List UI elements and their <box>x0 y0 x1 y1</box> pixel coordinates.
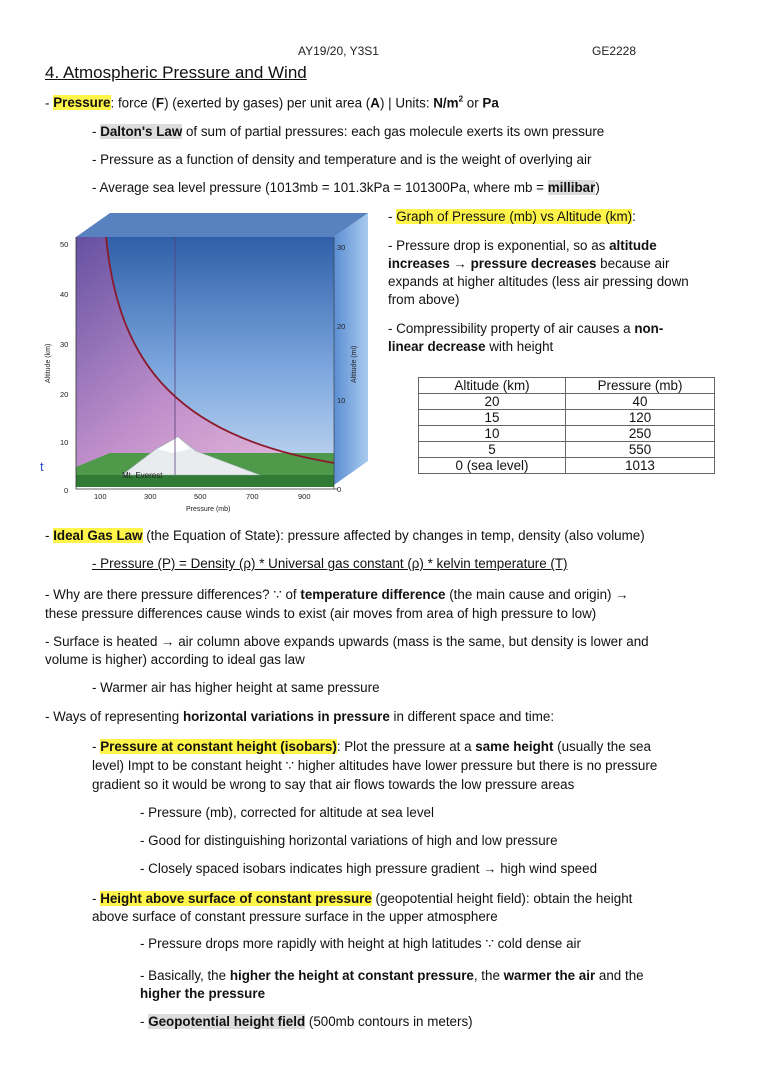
right-tick-label: 20 <box>337 322 346 331</box>
table-header: Pressure (mb) <box>566 378 715 394</box>
table-cell: 10 <box>419 426 566 442</box>
table-cell: 120 <box>566 410 715 426</box>
left-tick-label: 30 <box>60 340 69 349</box>
graph-top-face <box>76 213 368 237</box>
graph-note-exponential: - Pressure drop is exponential, so as altitude increases → pressure decreases because air expands at higher altitudes (less air pressing down from above) <box>388 238 689 307</box>
header-course-code: GE2228 <box>592 44 637 58</box>
ideal-gas-line: - Ideal Gas Law (the Equation of State): pressure affected by changes in temp, density (also volume) <box>45 528 645 543</box>
header-course-year: AY19/20, Y3S1 <box>298 44 379 58</box>
pressure-definition: - Pressure: force (F) (exerted by gases) per unit area (A) | Units: $N/m^2$ or Pa <box>45 95 499 111</box>
density-line: - Pressure as a function of density and temperature and is the weight of overlying air <box>92 152 592 167</box>
table-cell: 0 (sea level) <box>419 458 566 474</box>
left-tick-label: 20 <box>60 390 69 399</box>
table-cell: 250 <box>566 426 715 442</box>
table-cell: 5 <box>419 442 566 458</box>
geopotential-line: - Geopotential height field (500mb contours in meters) <box>140 1014 473 1029</box>
table-header: Altitude (km) <box>419 378 566 394</box>
table-cell: 1013 <box>566 458 715 474</box>
ideal-gas-equation: - Pressure (P) = Density (ρ) * Universal gas constant (ρ) * kelvin temperature (T) <box>92 556 568 571</box>
ground-front <box>76 475 334 487</box>
x-tick-label: 100 <box>94 492 107 501</box>
left-tick-label: 0 <box>64 486 69 495</box>
right-tick-label: 30 <box>337 243 346 252</box>
mountain-label: Mt. Everest <box>122 471 163 480</box>
x-tick-label: 500 <box>194 492 207 501</box>
x-tick-label: 900 <box>298 492 311 501</box>
left-tick-label: 50 <box>60 240 69 249</box>
left-tick-label: 10 <box>60 438 69 447</box>
isobars-paragraph: - Pressure at constant height (isobars): Plot the pressure at a same height (usually the sea level) Impt to be constant height ∵ higher altitudes have lower pressure but there is no pressure gradient so it would be wrong to say that air flows towards the low pressure areas <box>92 739 658 792</box>
table-row <box>419 426 715 442</box>
pressure-altitude-graph <box>38 205 388 517</box>
x-axis-label: Pressure (mb) <box>186 506 231 513</box>
surface-heated: - Surface is heated → air column above expands upwards (mass is the same, but density is lower and volume is higher) according to ideal gas law <box>45 634 649 667</box>
height-point-basically: - Basically, the higher the height at constant pressure, the warmer the air and the higher the pressure <box>140 968 644 1001</box>
table-header-row <box>419 378 715 394</box>
right-axis-label: Altitude (mi) <box>351 345 358 383</box>
table-cell: 40 <box>566 394 715 410</box>
left-axis-label: Altitude (km) <box>45 343 52 383</box>
margin-mark: t <box>40 459 44 474</box>
table-row <box>419 442 715 458</box>
table-row <box>419 394 715 410</box>
ways-of-representing: - Ways of representing horizontal variations in pressure in different space and time: <box>45 709 555 724</box>
isobar-point: - Good for distinguishing horizontal variations of high and low pressure <box>140 833 558 848</box>
table-cell: 15 <box>419 410 566 426</box>
table-cell: 550 <box>566 442 715 458</box>
table-row <box>419 458 715 474</box>
warmer-air-line: - Warmer air has higher height at same pressure <box>92 680 380 695</box>
why-pressure-differences: - Why are there pressure differences? ∵ of temperature difference (the main cause and origin) → these pressure differences cause winds to exist (air moves from area of high pressure to low) <box>45 587 629 621</box>
graph-note-compressibility: - Compressibility property of air causes a non- linear decrease with height <box>388 321 664 354</box>
page-title: 4. Atmospheric Pressure and Wind <box>45 63 307 82</box>
altitude-pressure-table <box>418 377 715 474</box>
x-tick-label: 300 <box>144 492 157 501</box>
x-ticks <box>94 492 311 501</box>
right-tick-label: 10 <box>337 396 346 405</box>
table-row <box>419 410 715 426</box>
left-ticks <box>60 240 68 495</box>
dalton-law-line: - Dalton's Law of sum of partial pressures: each gas molecule exerts its own pressure <box>92 124 605 139</box>
height-point-latitudes: - Pressure drops more rapidly with height at high latitudes ∵ cold dense air <box>140 936 581 951</box>
height-constant-pressure: - Height above surface of constant pressure (geopotential height field): obtain the height above surface of constant pressure surface in the upper atmosphere <box>92 891 633 924</box>
isobar-point: - Closely spaced isobars indicates high pressure gradient → high wind speed <box>140 861 598 876</box>
left-tick-label: 40 <box>60 290 69 299</box>
table-cell: 20 <box>419 394 566 410</box>
isobar-point: - Pressure (mb), corrected for altitude at sea level <box>140 805 434 820</box>
x-tick-label: 700 <box>246 492 259 501</box>
sea-level-line: - Average sea level pressure (1013mb = 101.3kPa = 101300Pa, where mb = millibar) <box>92 180 600 195</box>
right-tick-label: 0 <box>337 485 342 494</box>
graph-heading: - Graph of Pressure (mb) vs Altitude (km): <box>388 209 636 224</box>
